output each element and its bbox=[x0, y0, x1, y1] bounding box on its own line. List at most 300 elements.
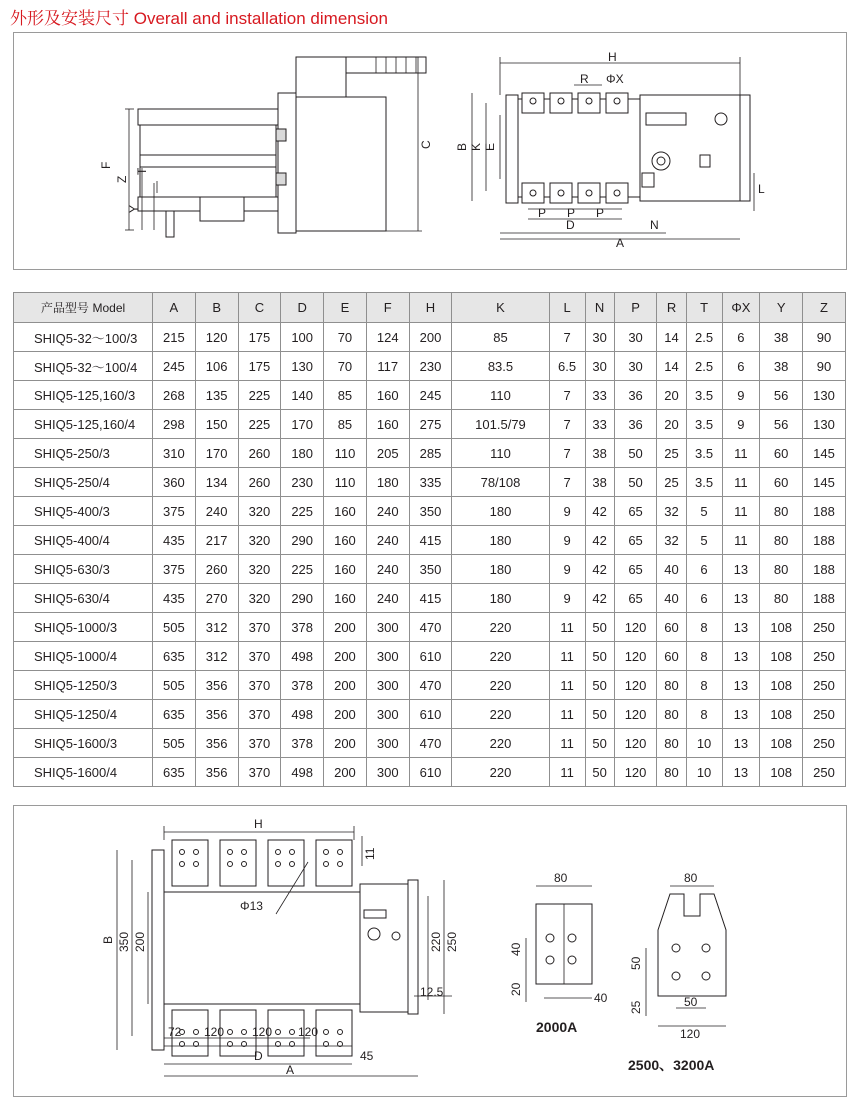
value-cell: 145 bbox=[803, 468, 846, 497]
value-cell: 610 bbox=[409, 758, 452, 787]
table-row bbox=[14, 671, 846, 700]
table-row bbox=[14, 381, 846, 410]
value-cell: 160 bbox=[324, 497, 367, 526]
model-cell: SHIQ5-630/4 bbox=[14, 584, 153, 613]
value-cell: 240 bbox=[195, 497, 238, 526]
value-cell: 120 bbox=[614, 671, 657, 700]
value-cell: 6.5 bbox=[549, 352, 585, 381]
value-cell: 38 bbox=[585, 439, 614, 468]
header-model-en: Model bbox=[92, 301, 126, 315]
value-cell: 13 bbox=[722, 700, 760, 729]
value-cell: 250 bbox=[803, 642, 846, 671]
detail-2000a bbox=[509, 871, 608, 1035]
bottom-label-H: H bbox=[254, 817, 263, 831]
value-cell: 9 bbox=[722, 410, 760, 439]
value-cell: 13 bbox=[722, 613, 760, 642]
table-row bbox=[14, 497, 846, 526]
value-cell: 70 bbox=[324, 323, 367, 352]
value-cell: 415 bbox=[409, 584, 452, 613]
value-cell: 356 bbox=[195, 758, 238, 787]
label-C: C bbox=[419, 140, 433, 149]
value-cell: 20 bbox=[657, 410, 686, 439]
table-row bbox=[14, 758, 846, 787]
value-cell: 240 bbox=[366, 526, 409, 555]
header-model bbox=[14, 293, 153, 323]
value-cell: 11 bbox=[722, 439, 760, 468]
label-T: T bbox=[135, 167, 149, 175]
value-cell: 250 bbox=[803, 700, 846, 729]
value-cell: 6 bbox=[686, 555, 722, 584]
value-cell: 180 bbox=[452, 497, 549, 526]
value-cell: 120 bbox=[614, 729, 657, 758]
value-cell: 180 bbox=[452, 526, 549, 555]
value-cell: 7 bbox=[549, 381, 585, 410]
label-P2: P bbox=[567, 206, 576, 220]
value-cell: 110 bbox=[452, 381, 549, 410]
table-row bbox=[14, 323, 846, 352]
table-row bbox=[14, 439, 846, 468]
detail-2500-3200a bbox=[628, 871, 726, 1073]
header-col-8: L bbox=[549, 293, 585, 323]
value-cell: 245 bbox=[153, 352, 196, 381]
value-cell: 370 bbox=[238, 671, 281, 700]
value-cell: 5 bbox=[686, 497, 722, 526]
bottom-label-11: 11 bbox=[363, 847, 377, 860]
value-cell: 56 bbox=[760, 381, 803, 410]
value-cell: 80 bbox=[657, 729, 686, 758]
value-cell: 108 bbox=[760, 642, 803, 671]
value-cell: 230 bbox=[409, 352, 452, 381]
value-cell: 245 bbox=[409, 381, 452, 410]
value-cell: 108 bbox=[760, 700, 803, 729]
value-cell: 356 bbox=[195, 729, 238, 758]
table-row bbox=[14, 584, 846, 613]
d2500-label-80: 80 bbox=[684, 871, 698, 885]
value-cell: 42 bbox=[585, 555, 614, 584]
bottom-label-D: D bbox=[254, 1049, 263, 1063]
value-cell: 11 bbox=[549, 700, 585, 729]
value-cell: 7 bbox=[549, 468, 585, 497]
value-cell: 200 bbox=[324, 700, 367, 729]
value-cell: 10 bbox=[686, 729, 722, 758]
value-cell: 80 bbox=[760, 497, 803, 526]
model-cell: SHIQ5-125,160/4 bbox=[14, 410, 153, 439]
value-cell: 120 bbox=[195, 323, 238, 352]
label-N: N bbox=[650, 218, 659, 232]
value-cell: 498 bbox=[281, 758, 324, 787]
value-cell: 360 bbox=[153, 468, 196, 497]
bottom-drawing bbox=[14, 806, 846, 1096]
value-cell: 3.5 bbox=[686, 468, 722, 497]
bottom-label-220: 220 bbox=[429, 931, 443, 952]
value-cell: 80 bbox=[760, 555, 803, 584]
side-view bbox=[99, 57, 433, 237]
value-cell: 220 bbox=[452, 758, 549, 787]
model-cell: SHIQ5-32～100/4 bbox=[14, 352, 153, 381]
table-body bbox=[14, 323, 846, 787]
value-cell: 11 bbox=[549, 758, 585, 787]
value-cell: 130 bbox=[803, 381, 846, 410]
value-cell: 85 bbox=[452, 323, 549, 352]
value-cell: 298 bbox=[153, 410, 196, 439]
value-cell: 13 bbox=[722, 758, 760, 787]
value-cell: 200 bbox=[324, 758, 367, 787]
value-cell: 350 bbox=[409, 555, 452, 584]
value-cell: 3.5 bbox=[686, 439, 722, 468]
value-cell: 215 bbox=[153, 323, 196, 352]
value-cell: 290 bbox=[281, 526, 324, 555]
value-cell: 9 bbox=[549, 526, 585, 555]
value-cell: 160 bbox=[324, 526, 367, 555]
table-row bbox=[14, 729, 846, 758]
value-cell: 470 bbox=[409, 613, 452, 642]
value-cell: 6 bbox=[722, 352, 760, 381]
value-cell: 250 bbox=[803, 613, 846, 642]
value-cell: 285 bbox=[409, 439, 452, 468]
value-cell: 220 bbox=[452, 671, 549, 700]
table-row bbox=[14, 700, 846, 729]
bottom-label-phi13: Φ13 bbox=[240, 899, 263, 913]
model-cell: SHIQ5-1250/3 bbox=[14, 671, 153, 700]
value-cell: 85 bbox=[324, 410, 367, 439]
header-col-14: Y bbox=[760, 293, 803, 323]
value-cell: 8 bbox=[686, 671, 722, 700]
large-frame-view bbox=[101, 817, 459, 1077]
value-cell: 65 bbox=[614, 584, 657, 613]
header-col-1: B bbox=[195, 293, 238, 323]
value-cell: 50 bbox=[614, 468, 657, 497]
value-cell: 13 bbox=[722, 671, 760, 700]
value-cell: 32 bbox=[657, 497, 686, 526]
value-cell: 180 bbox=[366, 468, 409, 497]
value-cell: 200 bbox=[324, 613, 367, 642]
value-cell: 220 bbox=[452, 642, 549, 671]
value-cell: 260 bbox=[195, 555, 238, 584]
header-col-7: K bbox=[452, 293, 549, 323]
header-col-6: H bbox=[409, 293, 452, 323]
value-cell: 60 bbox=[657, 642, 686, 671]
value-cell: 635 bbox=[153, 700, 196, 729]
value-cell: 268 bbox=[153, 381, 196, 410]
bottom-label-250: 250 bbox=[445, 931, 459, 952]
value-cell: 300 bbox=[366, 729, 409, 758]
label-P3: P bbox=[596, 206, 605, 220]
value-cell: 134 bbox=[195, 468, 238, 497]
value-cell: 300 bbox=[366, 700, 409, 729]
value-cell: 240 bbox=[366, 497, 409, 526]
value-cell: 170 bbox=[281, 410, 324, 439]
d2000-label-40b: 40 bbox=[594, 991, 608, 1005]
value-cell: 32 bbox=[657, 526, 686, 555]
value-cell: 217 bbox=[195, 526, 238, 555]
value-cell: 108 bbox=[760, 729, 803, 758]
value-cell: 470 bbox=[409, 671, 452, 700]
value-cell: 30 bbox=[585, 323, 614, 352]
value-cell: 70 bbox=[324, 352, 367, 381]
bottom-label-200: 200 bbox=[133, 931, 147, 952]
value-cell: 260 bbox=[238, 468, 281, 497]
value-cell: 312 bbox=[195, 642, 238, 671]
value-cell: 11 bbox=[722, 526, 760, 555]
value-cell: 188 bbox=[803, 526, 846, 555]
value-cell: 20 bbox=[657, 381, 686, 410]
value-cell: 356 bbox=[195, 671, 238, 700]
value-cell: 378 bbox=[281, 613, 324, 642]
value-cell: 350 bbox=[409, 497, 452, 526]
header-col-11: R bbox=[657, 293, 686, 323]
model-cell: SHIQ5-250/3 bbox=[14, 439, 153, 468]
value-cell: 175 bbox=[238, 323, 281, 352]
value-cell: 140 bbox=[281, 381, 324, 410]
value-cell: 275 bbox=[409, 410, 452, 439]
value-cell: 498 bbox=[281, 700, 324, 729]
value-cell: 2.5 bbox=[686, 323, 722, 352]
d2500-label-50: 50 bbox=[629, 956, 643, 970]
value-cell: 370 bbox=[238, 613, 281, 642]
label-H: H bbox=[608, 50, 617, 64]
header-col-9: N bbox=[585, 293, 614, 323]
d2000-label-40: 40 bbox=[509, 942, 523, 956]
bottom-label-120c: 120 bbox=[298, 1025, 319, 1039]
value-cell: 610 bbox=[409, 642, 452, 671]
value-cell: 56 bbox=[760, 410, 803, 439]
model-cell: SHIQ5-125,160/3 bbox=[14, 381, 153, 410]
model-cell: SHIQ5-400/4 bbox=[14, 526, 153, 555]
value-cell: 80 bbox=[657, 700, 686, 729]
model-cell: SHIQ5-32～100/3 bbox=[14, 323, 153, 352]
value-cell: 38 bbox=[585, 468, 614, 497]
value-cell: 505 bbox=[153, 729, 196, 758]
value-cell: 150 bbox=[195, 410, 238, 439]
label-L: L bbox=[758, 182, 765, 196]
value-cell: 180 bbox=[452, 584, 549, 613]
value-cell: 108 bbox=[760, 671, 803, 700]
value-cell: 335 bbox=[409, 468, 452, 497]
value-cell: 5 bbox=[686, 526, 722, 555]
d2500-label-120: 120 bbox=[680, 1027, 701, 1041]
value-cell: 106 bbox=[195, 352, 238, 381]
value-cell: 130 bbox=[803, 410, 846, 439]
value-cell: 250 bbox=[803, 758, 846, 787]
bottom-label-72: 72 bbox=[168, 1025, 182, 1039]
value-cell: 505 bbox=[153, 671, 196, 700]
value-cell: 250 bbox=[803, 729, 846, 758]
header-model-cn: 产品型号 bbox=[40, 301, 89, 315]
value-cell: 470 bbox=[409, 729, 452, 758]
value-cell: 7 bbox=[549, 439, 585, 468]
value-cell: 11 bbox=[722, 468, 760, 497]
value-cell: 90 bbox=[803, 352, 846, 381]
value-cell: 38 bbox=[760, 352, 803, 381]
value-cell: 290 bbox=[281, 584, 324, 613]
value-cell: 435 bbox=[153, 584, 196, 613]
value-cell: 120 bbox=[614, 700, 657, 729]
bottom-label-A: A bbox=[286, 1063, 295, 1077]
model-cell: SHIQ5-1000/4 bbox=[14, 642, 153, 671]
value-cell: 356 bbox=[195, 700, 238, 729]
value-cell: 220 bbox=[452, 700, 549, 729]
value-cell: 8 bbox=[686, 642, 722, 671]
value-cell: 83.5 bbox=[452, 352, 549, 381]
value-cell: 635 bbox=[153, 642, 196, 671]
value-cell: 117 bbox=[366, 352, 409, 381]
value-cell: 188 bbox=[803, 555, 846, 584]
value-cell: 260 bbox=[238, 439, 281, 468]
value-cell: 160 bbox=[324, 584, 367, 613]
value-cell: 130 bbox=[281, 352, 324, 381]
value-cell: 225 bbox=[281, 497, 324, 526]
label-Z: Z bbox=[115, 175, 129, 183]
value-cell: 505 bbox=[153, 613, 196, 642]
label-Y: Y bbox=[127, 204, 141, 213]
value-cell: 110 bbox=[324, 439, 367, 468]
model-cell: SHIQ5-1000/3 bbox=[14, 613, 153, 642]
value-cell: 11 bbox=[722, 497, 760, 526]
value-cell: 250 bbox=[803, 671, 846, 700]
value-cell: 320 bbox=[238, 584, 281, 613]
value-cell: 240 bbox=[366, 584, 409, 613]
value-cell: 50 bbox=[614, 439, 657, 468]
d2500-label-25: 25 bbox=[629, 1000, 643, 1014]
value-cell: 13 bbox=[722, 584, 760, 613]
value-cell: 11 bbox=[549, 642, 585, 671]
value-cell: 8 bbox=[686, 700, 722, 729]
value-cell: 200 bbox=[409, 323, 452, 352]
label-R: R bbox=[580, 72, 589, 86]
front-view bbox=[455, 50, 765, 250]
value-cell: 50 bbox=[585, 758, 614, 787]
value-cell: 25 bbox=[657, 468, 686, 497]
value-cell: 378 bbox=[281, 671, 324, 700]
d2000-label-80: 80 bbox=[554, 871, 568, 885]
value-cell: 375 bbox=[153, 497, 196, 526]
table-header-row bbox=[14, 293, 846, 323]
value-cell: 435 bbox=[153, 526, 196, 555]
table-row bbox=[14, 642, 846, 671]
table-row bbox=[14, 555, 846, 584]
value-cell: 200 bbox=[324, 729, 367, 758]
value-cell: 300 bbox=[366, 758, 409, 787]
value-cell: 33 bbox=[585, 410, 614, 439]
dimension-table bbox=[13, 292, 846, 787]
value-cell: 220 bbox=[452, 613, 549, 642]
value-cell: 13 bbox=[722, 729, 760, 758]
value-cell: 610 bbox=[409, 700, 452, 729]
page-title: 外形及安装尺寸 Overall and installation dimension bbox=[10, 9, 388, 28]
value-cell: 13 bbox=[722, 642, 760, 671]
value-cell: 225 bbox=[281, 555, 324, 584]
value-cell: 2.5 bbox=[686, 352, 722, 381]
value-cell: 378 bbox=[281, 729, 324, 758]
value-cell: 415 bbox=[409, 526, 452, 555]
value-cell: 124 bbox=[366, 323, 409, 352]
header-col-5: F bbox=[366, 293, 409, 323]
value-cell: 65 bbox=[614, 526, 657, 555]
value-cell: 320 bbox=[238, 526, 281, 555]
bottom-label-120a: 120 bbox=[204, 1025, 225, 1039]
value-cell: 188 bbox=[803, 497, 846, 526]
value-cell: 225 bbox=[238, 410, 281, 439]
value-cell: 370 bbox=[238, 729, 281, 758]
label-phiX: ΦX bbox=[606, 72, 624, 86]
value-cell: 36 bbox=[614, 410, 657, 439]
value-cell: 10 bbox=[686, 758, 722, 787]
value-cell: 300 bbox=[366, 613, 409, 642]
d2500-caption: 2500、3200A bbox=[628, 1057, 715, 1073]
model-cell: SHIQ5-1600/4 bbox=[14, 758, 153, 787]
value-cell: 78/108 bbox=[452, 468, 549, 497]
value-cell: 38 bbox=[760, 323, 803, 352]
value-cell: 60 bbox=[657, 613, 686, 642]
table-row bbox=[14, 410, 846, 439]
value-cell: 120 bbox=[614, 642, 657, 671]
value-cell: 30 bbox=[614, 352, 657, 381]
value-cell: 135 bbox=[195, 381, 238, 410]
value-cell: 80 bbox=[657, 758, 686, 787]
header-col-15: Z bbox=[803, 293, 846, 323]
value-cell: 188 bbox=[803, 584, 846, 613]
bottom-label-B: B bbox=[101, 935, 115, 944]
value-cell: 11 bbox=[549, 613, 585, 642]
value-cell: 225 bbox=[238, 381, 281, 410]
label-F: F bbox=[99, 161, 113, 169]
value-cell: 6 bbox=[686, 584, 722, 613]
bottom-label-12-5: 12.5 bbox=[420, 985, 444, 999]
value-cell: 40 bbox=[657, 584, 686, 613]
value-cell: 108 bbox=[760, 758, 803, 787]
value-cell: 3.5 bbox=[686, 381, 722, 410]
label-E: E bbox=[483, 142, 497, 151]
label-D: D bbox=[566, 218, 575, 232]
value-cell: 160 bbox=[324, 555, 367, 584]
value-cell: 312 bbox=[195, 613, 238, 642]
model-cell: SHIQ5-400/3 bbox=[14, 497, 153, 526]
label-A: A bbox=[616, 236, 625, 250]
table-row bbox=[14, 526, 846, 555]
value-cell: 8 bbox=[686, 613, 722, 642]
value-cell: 160 bbox=[366, 381, 409, 410]
value-cell: 300 bbox=[366, 671, 409, 700]
value-cell: 11 bbox=[549, 729, 585, 758]
value-cell: 200 bbox=[324, 671, 367, 700]
value-cell: 110 bbox=[324, 468, 367, 497]
header-col-2: C bbox=[238, 293, 281, 323]
value-cell: 9 bbox=[549, 584, 585, 613]
table-row bbox=[14, 468, 846, 497]
bottom-label-120b: 120 bbox=[252, 1025, 273, 1039]
model-cell: SHIQ5-1600/3 bbox=[14, 729, 153, 758]
value-cell: 145 bbox=[803, 439, 846, 468]
value-cell: 50 bbox=[585, 700, 614, 729]
value-cell: 220 bbox=[452, 729, 549, 758]
value-cell: 110 bbox=[452, 439, 549, 468]
value-cell: 50 bbox=[585, 642, 614, 671]
value-cell: 33 bbox=[585, 381, 614, 410]
header-col-13: ΦX bbox=[722, 293, 760, 323]
header-col-3: D bbox=[281, 293, 324, 323]
value-cell: 108 bbox=[760, 613, 803, 642]
value-cell: 6 bbox=[722, 323, 760, 352]
value-cell: 9 bbox=[549, 497, 585, 526]
value-cell: 13 bbox=[722, 555, 760, 584]
model-cell: SHIQ5-1250/4 bbox=[14, 700, 153, 729]
value-cell: 320 bbox=[238, 497, 281, 526]
value-cell: 370 bbox=[238, 758, 281, 787]
value-cell: 300 bbox=[366, 642, 409, 671]
d2000-caption: 2000A bbox=[536, 1019, 578, 1035]
value-cell: 42 bbox=[585, 497, 614, 526]
value-cell: 170 bbox=[195, 439, 238, 468]
